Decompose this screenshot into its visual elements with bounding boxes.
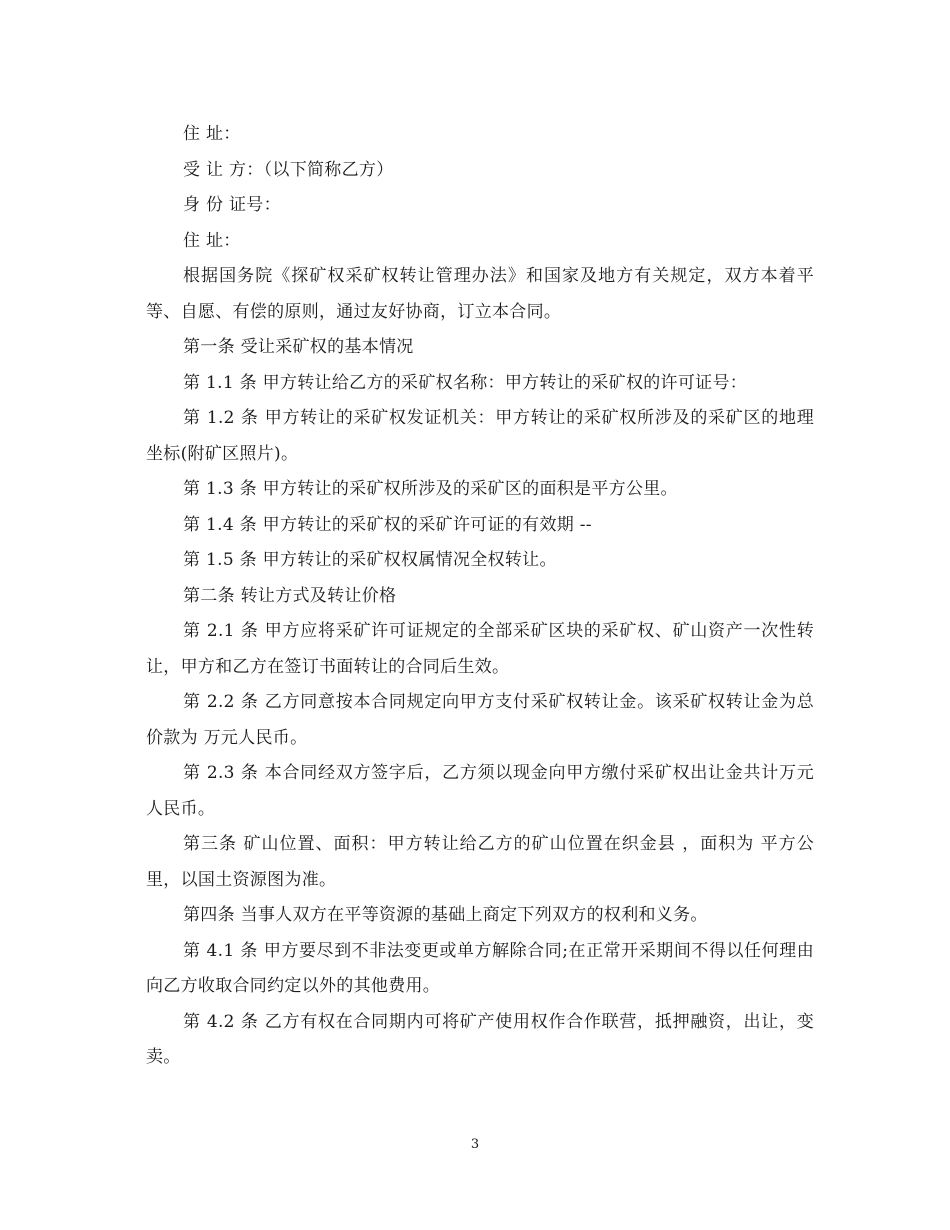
clause-1-4: 第 1.4 条 甲方转让的采矿权的采矿许可证的有效期 -- xyxy=(183,514,592,535)
page-number: 3 xyxy=(470,1137,480,1152)
clause-2-2: 第 2.2 条 乙方同意按本合同规定向甲方支付采矿权转让金。该采矿权转让金为总价款为 万元人民币。 xyxy=(146,692,814,748)
document-body xyxy=(146,117,814,1076)
paragraph-transferee: 受 让 方：（以下简称乙方） xyxy=(183,159,394,180)
clause-2-1: 第 2.1 条 甲方应将采矿许可证规定的全部采矿区块的采矿权、矿山资产一次性转让，甲方和乙方在签订书面转让的合同后生效。 xyxy=(146,621,814,677)
clause-1-5: 第 1.5 条 甲方转让的采矿权权属情况全权转让。 xyxy=(183,550,557,570)
clause-1-1: 第 1.1 条 甲方转让给乙方的采矿权名称：甲方转让的采矿权的许可证号： xyxy=(183,372,748,393)
clause-1-3: 第 1.3 条 甲方转让的采矿权所涉及的采矿区的面积是平方公里。 xyxy=(183,479,678,499)
article-1-heading: 第一条 受让采矿权的基本情况 xyxy=(183,337,414,357)
article-3: 第三条 矿山位置、面积：甲方转让给乙方的矿山位置在织金县 ，面积为 平方公里，以国土资源图为准。 xyxy=(146,834,814,890)
paragraph-preamble: 根据国务院《探矿权采矿权转让管理办法》和国家及地方有关规定，双方本着平等、自愿、有偿的原则，通过友好协商，订立本合同。 xyxy=(146,266,814,322)
article-2-heading: 第二条 转让方式及转让价格 xyxy=(183,585,397,606)
paragraph-id-number: 身 份 证号： xyxy=(183,195,281,215)
paragraph-transferee-address: 住 址： xyxy=(183,230,241,251)
clause-1-2: 第 1.2 条 甲方转让的采矿权发证机关：甲方转让的采矿权所涉及的采矿区的地理坐标(附矿区照片)。 xyxy=(146,408,814,464)
clause-4-1: 第 4.1 条 甲方要尽到不非法变更或单方解除合同;在正常开采期间不得以任何理由向乙方收取合同约定以外的其他费用。 xyxy=(146,940,814,996)
clause-2-3: 第 2.3 条 本合同经双方签字后，乙方须以现金向甲方缴付采矿权出让金共计万元人民币。 xyxy=(146,763,814,819)
paragraph-transferor-address: 住 址： xyxy=(183,124,241,144)
article-4-heading: 第四条 当事人双方在平等资源的基础上商定下列双方的权利和义务。 xyxy=(183,905,708,925)
clause-4-2: 第 4.2 条 乙方有权在合同期内可将矿产使用权作合作联营，抵押融资，出让，变卖。 xyxy=(146,1011,814,1067)
